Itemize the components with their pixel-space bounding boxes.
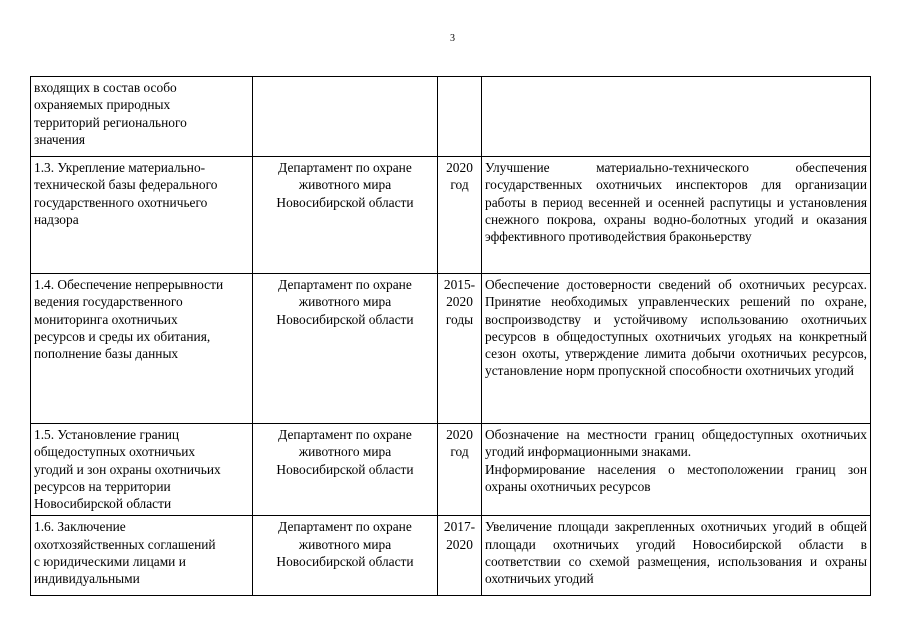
event-text: 1.4. Обеспечение непрерывности (34, 277, 224, 292)
measures-table-body (31, 77, 871, 596)
event-text: 1.5. Установление границ (34, 427, 180, 442)
event-text: 1.6. Заключение (34, 519, 126, 535)
page-number: 3 (450, 33, 455, 44)
executor-text: Новосибирской области (276, 554, 414, 570)
term-text: 2020 (446, 160, 473, 175)
executor-text: Департамент по охране (278, 160, 412, 175)
event-cell (31, 157, 253, 274)
table-row (31, 424, 871, 516)
result-text: Обозначение на местности границ общедоступных охотничьих угодий информационными знаками. (485, 427, 867, 460)
event-text: охотхозяйственных соглашений (34, 536, 216, 552)
event-text: общедоступных охотничьих (34, 444, 196, 460)
event-cell (31, 274, 253, 424)
term-cell (438, 516, 482, 596)
executor-text: животного мира (298, 177, 392, 193)
event-text: надзора (34, 211, 79, 227)
term-text: 2020 (446, 536, 473, 552)
executor-cell (253, 274, 438, 424)
event-cell (31, 77, 253, 157)
term-cell (438, 274, 482, 424)
term-text: 2020 (446, 427, 473, 442)
executor-cell (253, 77, 438, 157)
table-row (31, 77, 871, 157)
term-text: 2015- (443, 277, 476, 292)
event-text: ведения государственного (34, 294, 183, 310)
event-cell (31, 516, 253, 596)
executor-text: Департамент по охране (278, 427, 412, 442)
result-cell (482, 157, 871, 274)
result-cell (482, 77, 871, 157)
executor-cell (253, 424, 438, 516)
term-text: год (450, 444, 469, 460)
executor-text: Департамент по охране (278, 519, 412, 535)
event-text: ресурсов и среды их обитания, (34, 328, 211, 344)
result-text: Обеспечение достоверности сведений об охотничьих ресурсах. Принятие необходимых управленческих решений по охране, воспроизводству и устойчивому использованию охотничьих ресурсов в общедоступных охотничьих угодьях на конкретный сезон охоты, утверждение лимита добычи охотничьих ресурсов, установление норм пропускной способности охотничьих угодий (485, 277, 867, 379)
table-row (31, 157, 871, 274)
executor-text: животного мира (298, 294, 392, 310)
result-cell (482, 516, 871, 596)
executor-cell (253, 157, 438, 274)
result-cell (482, 424, 871, 516)
executor-text: животного мира (298, 536, 392, 552)
term-text: год (450, 177, 469, 193)
event-text: входящих в состав особо (34, 80, 177, 95)
result-cell (482, 274, 871, 424)
term-cell (438, 77, 482, 157)
event-text: 1.3. Укрепление материально- (34, 160, 206, 175)
measures-table (30, 76, 871, 596)
executor-text: животного мира (298, 444, 392, 460)
executor-text: Новосибирской области (276, 461, 414, 477)
event-text: технической базы федерального (34, 177, 218, 193)
event-text: с юридическими лицами и (34, 554, 186, 570)
result-text: Информирование населения о местоположении границ зон охраны охотничьих ресурсов (485, 461, 867, 494)
event-text: значения (34, 131, 86, 147)
term-text: 2020 (446, 294, 473, 310)
executor-cell (253, 516, 438, 596)
term-text: годы (445, 311, 474, 327)
result-text: Улучшение материально-технического обеспечения государственных охотничьих инспекторов для организации работы в период весенней и осенней распутицы и установления снежного покрова, охраны водно-болотных угодий и оказания эффективного противодействия браконьерству (485, 160, 867, 245)
event-text: индивидуальными (34, 571, 140, 587)
event-text: пополнение базы данных (34, 346, 179, 362)
term-cell (438, 424, 482, 516)
result-text: Увеличение площади закрепленных охотничьих угодий в общей площади охотничьих угодий Новосибирской области в соответствии со схемой размещения, использования и охраны охотничьих угодий (485, 519, 867, 587)
executor-text: Департамент по охране (278, 277, 412, 292)
event-text: Новосибирской области (34, 496, 172, 512)
event-text: угодий и зон охраны охотничьих (34, 461, 221, 477)
term-text: 2017- (443, 519, 476, 535)
executor-text: Новосибирской области (276, 194, 414, 210)
event-text: государственного охотничьего (34, 194, 208, 210)
table-row (31, 274, 871, 424)
executor-text: Новосибирской области (276, 311, 414, 327)
event-cell (31, 424, 253, 516)
event-text: территорий регионального (34, 114, 187, 130)
term-cell (438, 157, 482, 274)
event-text: мониторинга охотничьих (34, 311, 178, 327)
event-text: охраняемых природных (34, 97, 171, 113)
event-text: ресурсов на территории (34, 478, 171, 494)
table-row (31, 516, 871, 596)
